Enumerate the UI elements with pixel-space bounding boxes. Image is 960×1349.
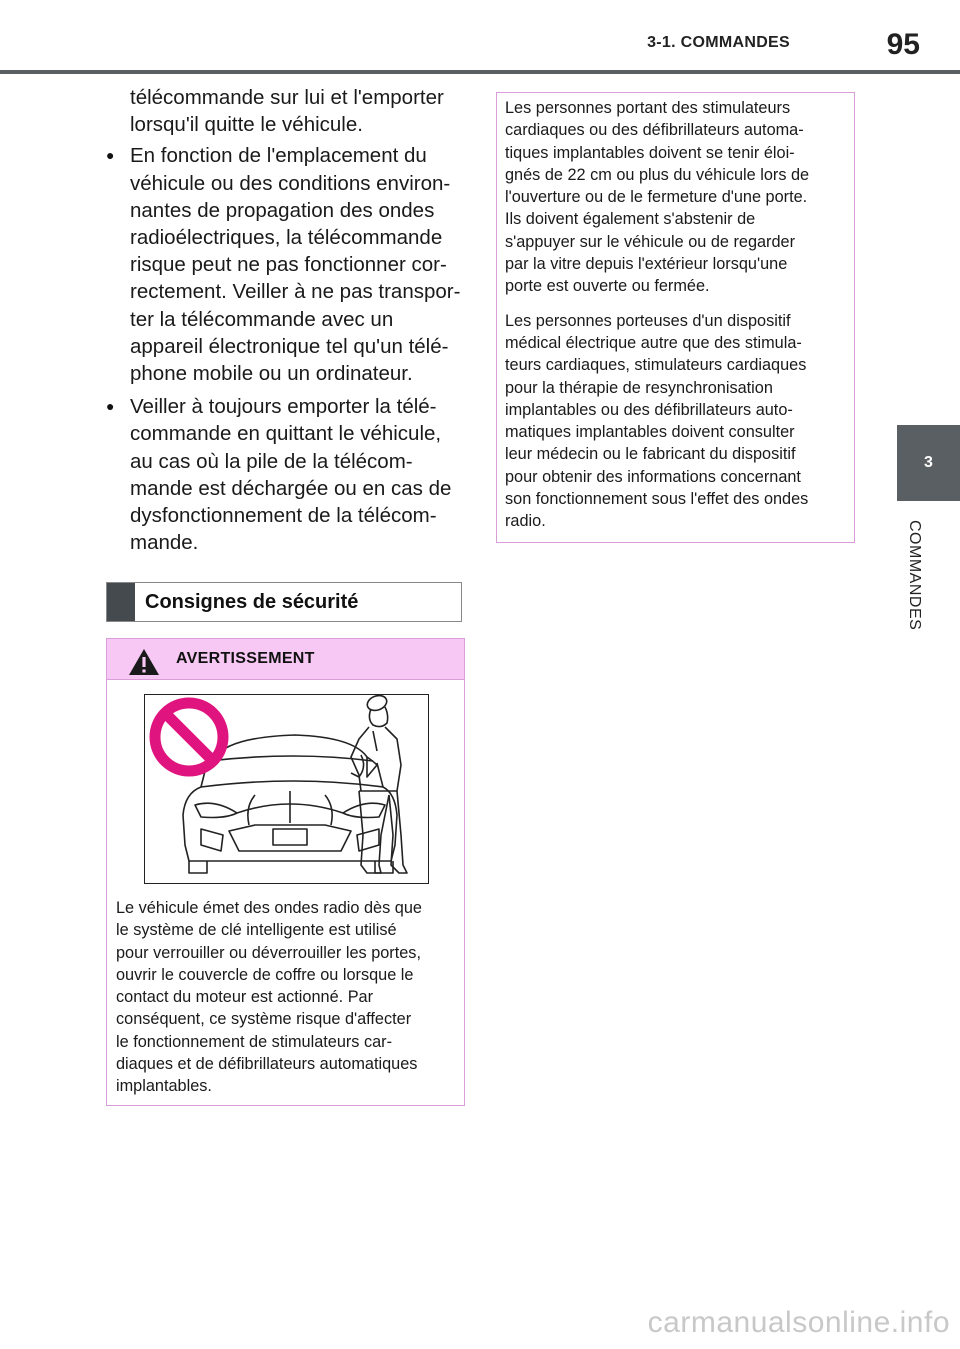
- text-line: teurs cardiaques, stimulateurs cardiaques: [505, 356, 807, 375]
- text-line: s'appuyer sur le véhicule ou de regarder: [505, 232, 796, 251]
- text-line: radio.: [505, 512, 546, 531]
- warning-paragraph: [505, 97, 844, 298]
- text-line: Les personnes porteuses d'un dispositif: [505, 311, 791, 330]
- text-line: risque peut ne pas fonctionner cor-: [130, 253, 447, 277]
- text-line: son fonctionnement sous l'effet des ondes: [505, 490, 809, 509]
- text-line: au cas où la pile de la télécom-: [130, 449, 413, 473]
- text-line: Le véhicule émet des ondes radio dès que: [116, 899, 422, 917]
- bullet-dot-icon: ●: [106, 147, 115, 164]
- text-line: diaques et de défibrillateurs automatiques: [116, 1055, 418, 1074]
- text-line: cardiaques ou des défibrillateurs automa-: [505, 121, 804, 140]
- header-rule: [0, 70, 960, 74]
- page-number: 95: [886, 28, 920, 61]
- text-line: par la vitre depuis l'extérieur lorsqu'une: [505, 255, 788, 274]
- text-line: l'ouverture ou de le fermeture d'une porte.: [505, 188, 808, 207]
- warning-text: [116, 897, 456, 1098]
- text-line: le système de clé intelligente est utilisé: [116, 921, 397, 940]
- text-line: gnés de 22 cm ou plus du véhicule lors de: [505, 165, 810, 184]
- left-column: [106, 84, 462, 562]
- text-line: radioélectriques, la télécommande: [130, 226, 443, 250]
- header-section: 3-1. COMMANDES: [647, 34, 790, 51]
- text-line: pour verrouiller ou déverrouiller les portes,: [116, 943, 421, 962]
- warning-triangle-icon: [127, 647, 161, 677]
- warning-continuation-box: [496, 92, 855, 543]
- car-pacemaker-illustration: [145, 695, 428, 883]
- text-line: En fonction de l'emplacement du: [130, 144, 427, 168]
- text-line: contact du moteur est actionné. Par: [116, 988, 374, 1007]
- text-line: appareil électronique tel qu'un télé-: [130, 334, 449, 358]
- watermark: carmanualsonline.info: [647, 1306, 950, 1339]
- text-line: mande est déchargée ou en cas de: [130, 476, 452, 500]
- chapter-label-text: COMMANDES: [906, 520, 923, 631]
- bullet-item: [106, 142, 462, 387]
- warning-header: [107, 639, 464, 680]
- warning-paragraph: [505, 310, 844, 533]
- text-line: lorsqu'il quitte le véhicule.: [130, 113, 363, 137]
- bullet-text: [130, 142, 462, 387]
- warning-illustration: [144, 694, 429, 884]
- text-line: Veiller à toujours emporter la télé-: [130, 395, 437, 419]
- chapter-tab: 3: [897, 425, 960, 501]
- text-line: conséquent, ce système risque d'affecter: [116, 1010, 412, 1029]
- text-line: Ils doivent également s'abstenir de: [505, 210, 756, 229]
- text-line: télécommande sur lui et l'emporter: [130, 86, 444, 109]
- warning-box: [106, 638, 465, 1106]
- text-line: pour la thérapie de resynchronisation: [505, 378, 773, 397]
- text-line: commande en quittant le véhicule,: [130, 422, 442, 446]
- text-line: rectement. Veiller à ne pas transpor-: [130, 280, 461, 304]
- text-line: Les personnes portant des stimulateurs: [505, 99, 791, 117]
- text-line: nantes de propagation des ondes: [130, 198, 435, 222]
- text-line: pour obtenir des informations concernant: [505, 467, 801, 486]
- text-line: médical électrique autre que des stimula-: [505, 333, 802, 352]
- text-line: matiques implantables doivent consulter: [505, 423, 795, 442]
- text-line: ter la télécommande avec un: [130, 307, 394, 331]
- bullet-item: [106, 393, 462, 556]
- warning-label: AVERTISSEMENT: [176, 650, 315, 667]
- section-heading-bar: [107, 583, 135, 621]
- bullet-dot-icon: ●: [106, 398, 115, 415]
- text-line: ouvrir le couvercle de coffre ou lorsque le: [116, 965, 414, 984]
- continuation-paragraph: [106, 84, 462, 138]
- text-line: le fonctionnement de stimulateurs car-: [116, 1032, 393, 1051]
- text-line: porte est ouverte ou fermée.: [505, 277, 710, 296]
- text-line: dysfonctionnement de la télécom-: [130, 504, 437, 528]
- text-line: véhicule ou des conditions environ-: [130, 171, 451, 195]
- text-line: mande.: [130, 531, 199, 555]
- text-line: implantables ou des défibrillateurs auto-: [505, 400, 793, 419]
- prohibition-icon: [155, 703, 223, 771]
- text-line: implantables.: [116, 1077, 212, 1096]
- chapter-label: [905, 520, 935, 660]
- text-line: tiques implantables doivent se tenir éloi-: [505, 143, 795, 162]
- text-line: phone mobile ou un ordinateur.: [130, 362, 413, 386]
- section-heading-title: Consignes de sécurité: [145, 591, 359, 613]
- section-heading: [106, 582, 462, 622]
- text-line: leur médecin ou le fabricant du dispositif: [505, 445, 796, 464]
- bullet-text: [130, 393, 462, 556]
